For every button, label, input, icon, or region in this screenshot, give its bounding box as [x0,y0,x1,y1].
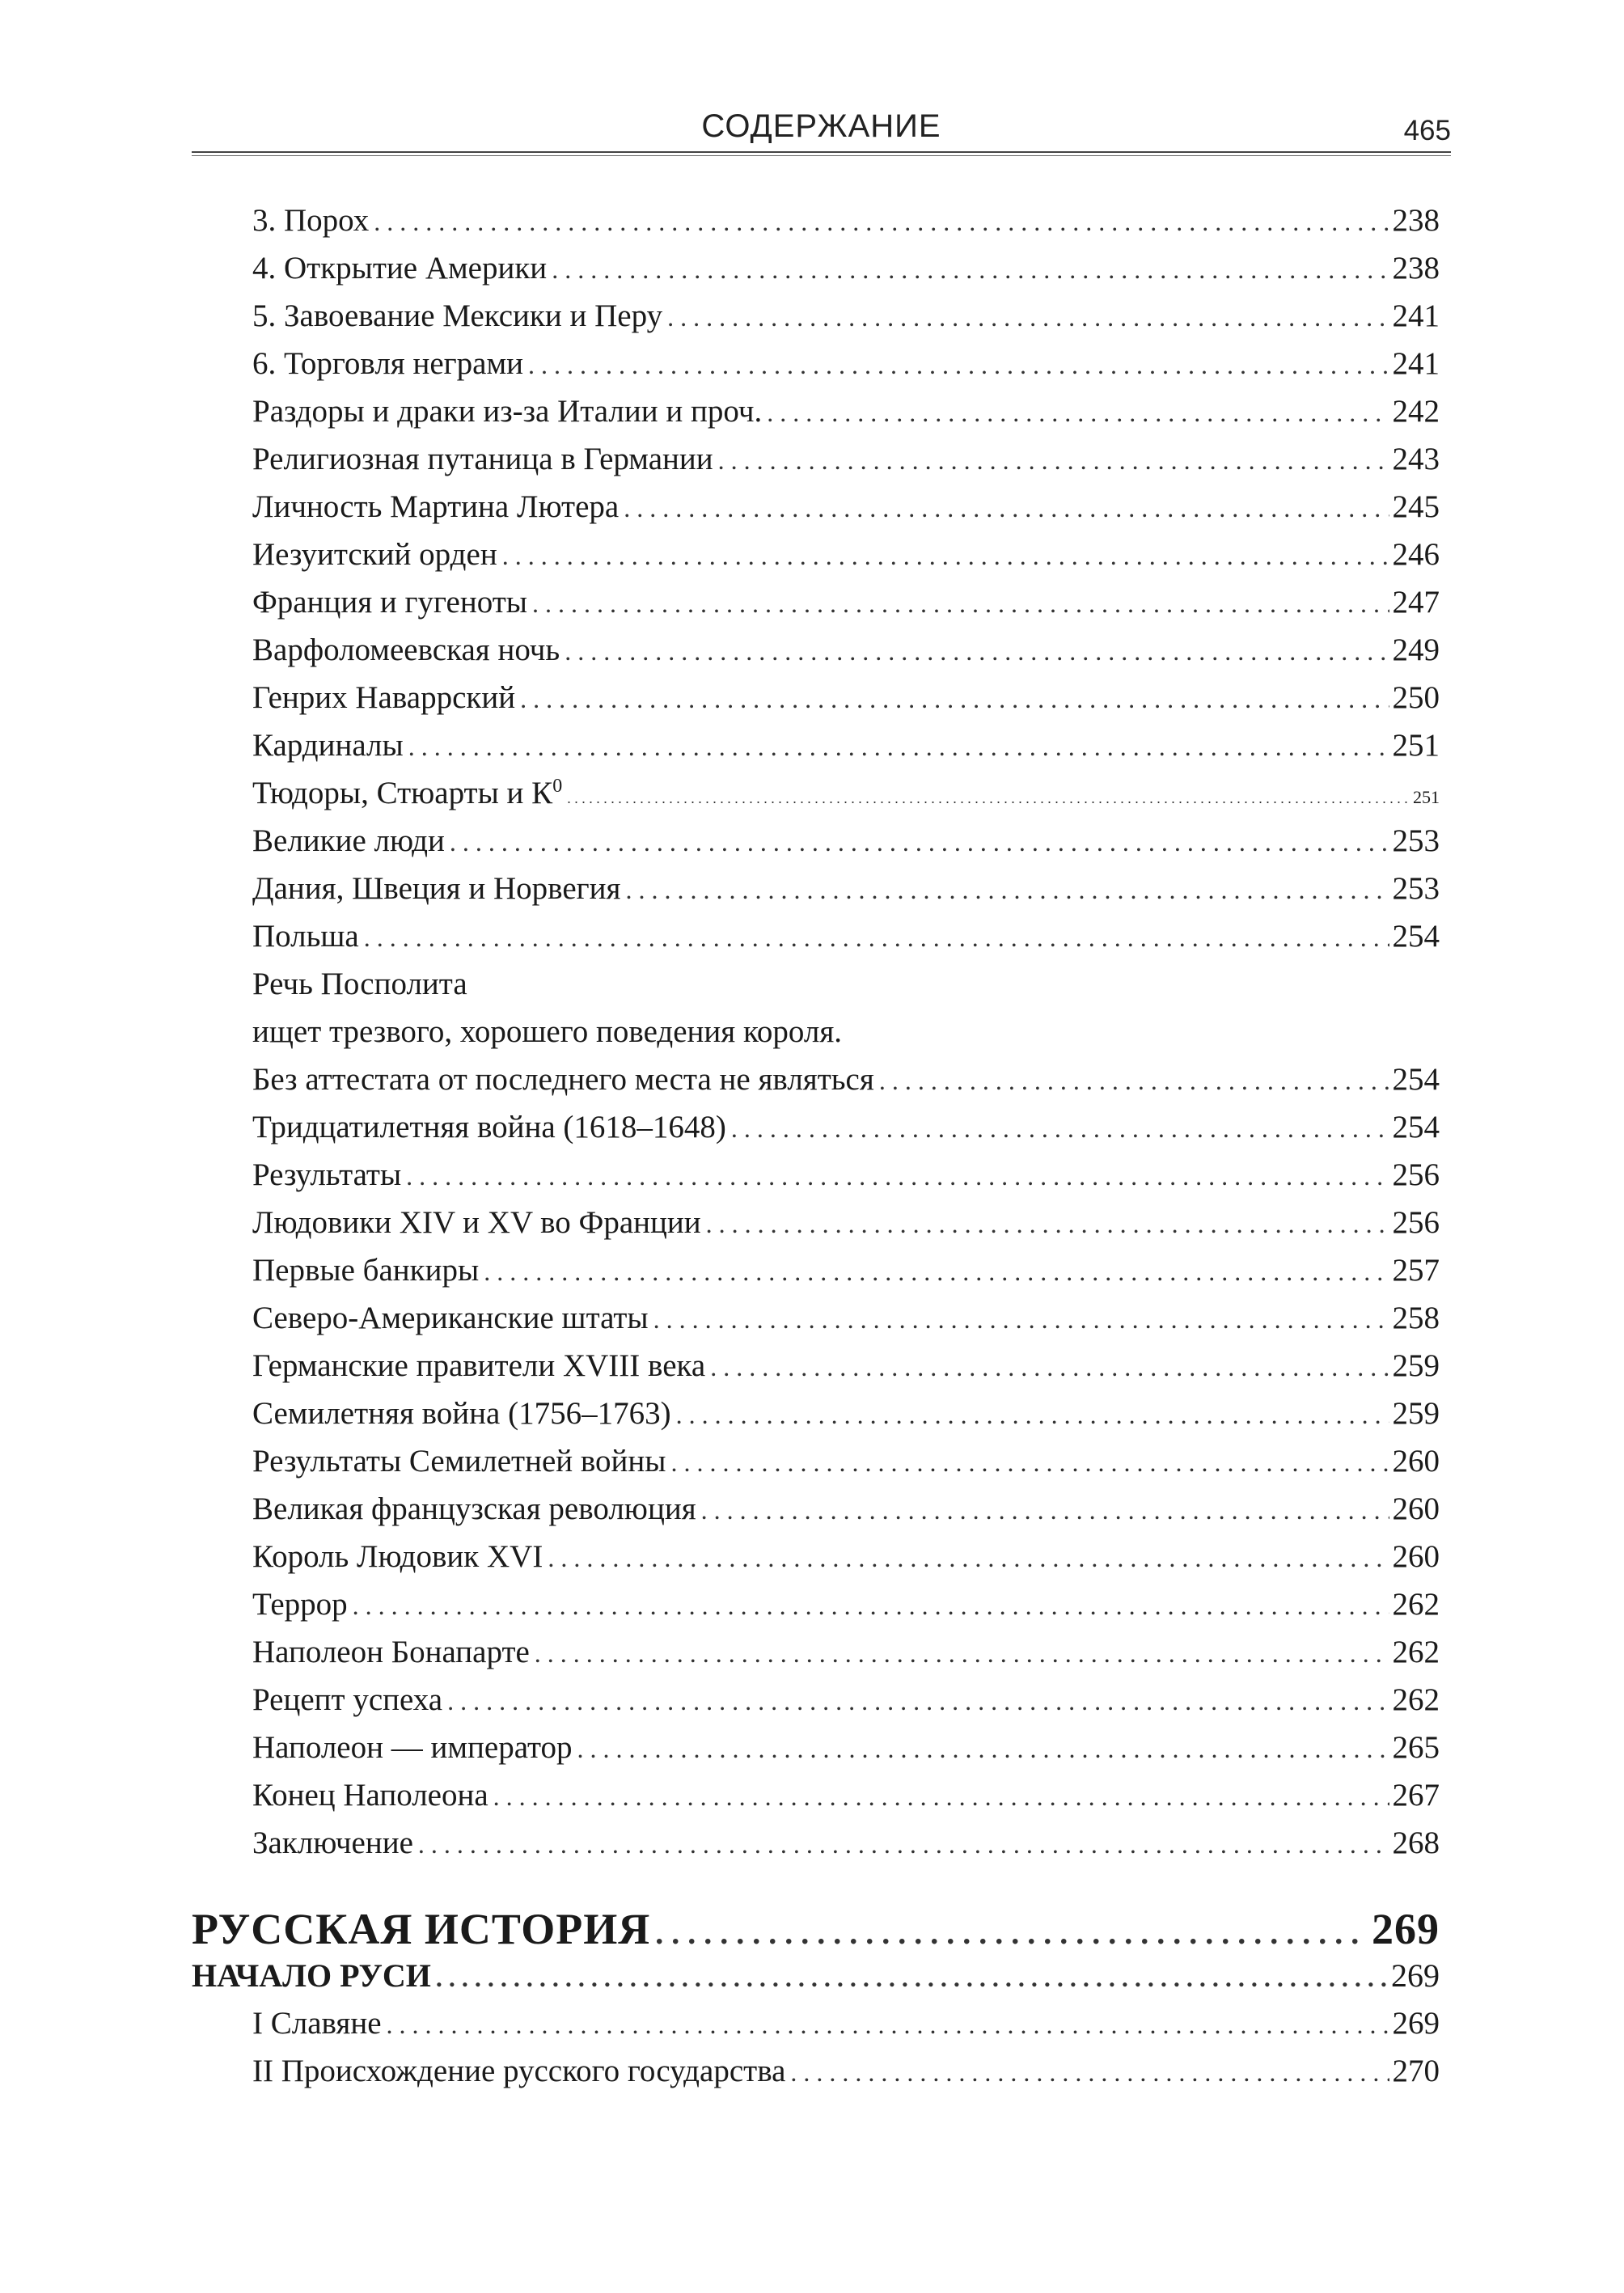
toc-entry-continued[interactable] [252,962,1440,1007]
toc-entry[interactable] [252,294,1440,339]
toc-entry-title: Наполеон — император [252,1730,573,1765]
dot-leader [535,1631,1389,1676]
toc-entry-title: Людовики XIV и XV во Франции [252,1205,701,1240]
dot-leader [667,294,1389,340]
running-title: СОДЕРЖАНИЕ [701,108,941,144]
dot-leader [624,485,1389,531]
toc-entry-page: 241 [1392,346,1440,381]
toc-entry-page: 253 [1392,823,1440,858]
toc-entry[interactable] [252,771,1440,816]
dot-leader [710,1344,1389,1390]
toc-entry-title: Король Людовик XVI [252,1539,543,1574]
toc-entry-title: Польша [252,919,359,954]
toc-entry-title: Террор [252,1587,348,1622]
dot-leader [364,915,1389,960]
toc-part-title: РУССКАЯ ИСТОРИЯ [192,1905,651,1953]
toc-entry[interactable] [252,628,1440,673]
toc-entry[interactable] [252,1773,1440,1818]
toc-entry-page: 241 [1392,298,1440,333]
toc-entry-page: 256 [1392,1205,1440,1240]
toc-entry[interactable] [252,1153,1440,1198]
toc-entry-page: 260 [1392,1491,1440,1526]
toc-entry-page: 254 [1392,1110,1440,1144]
toc-entry-continued[interactable] [252,1009,1440,1055]
toc-entry[interactable] [252,580,1440,625]
toc-entry[interactable] [252,2049,1440,2094]
dot-leader [528,342,1389,387]
toc-part-heading[interactable] [192,1901,1440,1957]
toc-entry-title [252,771,562,816]
dot-leader [567,776,1410,821]
dot-leader [548,1535,1389,1580]
toc-entry[interactable] [252,1630,1440,1675]
toc-entry-title-text: Тюдоры, Стюарты и К [252,776,553,810]
dot-leader [418,1821,1389,1867]
toc-entry[interactable] [252,1057,1440,1102]
dot-leader [520,676,1389,721]
toc-entry[interactable] [252,389,1440,434]
dot-leader [718,438,1389,483]
toc-entry-page: 270 [1392,2054,1440,2088]
dot-leader [532,581,1389,626]
toc-entry[interactable] [252,532,1440,577]
toc-entry-title: II Происхождение русского государства [252,2054,786,2088]
header-rule [192,151,1451,156]
toc-entry[interactable] [252,914,1440,959]
toc-entry-page: 251 [1413,787,1440,807]
toc-entry-page: 243 [1392,442,1440,476]
toc-entry-page: 262 [1392,1682,1440,1717]
toc-entry-page: 259 [1392,1396,1440,1431]
toc-entry-page: 256 [1392,1157,1440,1192]
toc-entry-page: 265 [1392,1730,1440,1765]
toc-entry-page: 269 [1392,2006,1440,2041]
running-head [192,104,1451,152]
toc-entry[interactable] [252,198,1440,243]
dot-leader [450,819,1389,865]
dot-leader [670,1440,1389,1485]
toc-entry-page: 245 [1392,489,1440,524]
toc-entry-title: Иезуитский орден [252,537,497,572]
page-number: 465 [1403,115,1451,146]
toc-entry-page: 262 [1392,1635,1440,1669]
toc-entry-page: 247 [1392,585,1440,620]
toc-entry[interactable] [252,1725,1440,1771]
toc-entry-title: Без аттестата от последнего места не являться [252,1062,874,1097]
toc-entry-title: I Славяне [252,2006,382,2041]
toc-entry-title: Варфоломеевская ночь [252,632,560,667]
toc-entry[interactable] [252,1677,1440,1723]
toc-entry-title: Личность Мартина Лютера [252,489,620,524]
toc-entry-title: 4. Открытие Америки [252,251,548,286]
toc-entry-title: Речь Посполита [252,967,467,1001]
toc-entry[interactable] [252,819,1440,864]
toc-entry-title: Результаты Семилетней войны [252,1444,666,1479]
toc-chapter-heading[interactable] [192,1953,1440,1999]
toc-entry-page: 242 [1392,394,1440,429]
toc-entry-title: ищет трезвого, хорошего поведения короля. [252,1014,843,1049]
dot-leader [676,1392,1389,1437]
toc-entry-page: 238 [1392,203,1440,238]
dot-leader [552,247,1389,292]
toc-entry[interactable] [252,866,1440,912]
toc-entry[interactable] [252,675,1440,721]
toc-entry[interactable] [252,1821,1440,1866]
toc-entry-title: Результаты [252,1157,402,1192]
toc-entry-page: 250 [1392,680,1440,715]
toc-entry-title: 5. Завоевание Мексики и Перу [252,298,663,333]
toc-entry[interactable] [252,341,1440,387]
toc-entry[interactable] [252,2001,1440,2046]
toc-entry-page: 262 [1392,1587,1440,1622]
toc-entry-page: 258 [1392,1301,1440,1335]
dot-leader [493,1774,1389,1819]
dot-leader [374,199,1389,244]
toc-entry-title: Дания, Швеция и Норвегия [252,871,621,906]
toc-entry-title: Заключение [252,1826,413,1860]
toc-entry-page: 246 [1392,537,1440,572]
dot-leader [706,1201,1389,1246]
toc-entry[interactable] [252,723,1440,768]
toc-entry[interactable] [252,437,1440,482]
dot-leader [502,533,1389,578]
dot-leader [406,1153,1389,1199]
dot-leader [625,867,1389,912]
toc-entry-title: Религиозная путаница в Германии [252,442,713,476]
superscript: 0 [552,776,563,797]
toc-entry-page: 260 [1392,1539,1440,1574]
dot-leader [447,1678,1389,1724]
toc-entry-title: Тридцатилетняя война (1618–1648) [252,1110,726,1144]
toc-entry-title: Первые банкиры [252,1253,480,1288]
toc-entry-title: Наполеон Бонапарте [252,1635,530,1669]
toc-entry-page: 254 [1392,1062,1440,1097]
toc-entry[interactable] [252,1343,1440,1389]
toc-entry[interactable] [252,246,1440,291]
toc-entry-title: Кардиналы [252,728,404,763]
toc-entry[interactable] [252,1582,1440,1627]
toc-entry[interactable] [252,1534,1440,1580]
toc-entry-title: Великие люди [252,823,445,858]
toc-entry[interactable] [252,484,1440,530]
toc-entry-title: Великая французская революция [252,1491,696,1526]
dot-leader [577,1726,1389,1771]
toc-entry-title: Франция и гугеноты [252,585,527,620]
toc-entry-page: 267 [1392,1778,1440,1813]
toc-entry[interactable] [252,1248,1440,1293]
toc-entry-title: Генрих Наваррский [252,680,516,715]
toc-part-page: 269 [1372,1905,1440,1953]
toc-entry[interactable] [252,1296,1440,1341]
toc-entry-title: Конец Наполеона [252,1778,488,1813]
toc-entry-title: 3. Порох [252,203,370,238]
dot-leader [790,2050,1389,2095]
dot-leader [731,1106,1389,1151]
toc-entry-page: 268 [1392,1826,1440,1860]
toc-entry-title: Рецепт успеха [252,1682,443,1717]
toc-entry-page: 254 [1392,919,1440,954]
toc-entry-title: Германские правители XVIII века [252,1348,706,1383]
toc-entry-title: 6. Торговля неграми [252,346,524,381]
toc-chapter-page: 269 [1391,1957,1440,1994]
dot-leader [387,2002,1389,2047]
toc-entry[interactable] [252,1439,1440,1484]
toc-entry-title: Семилетняя война (1756–1763) [252,1396,671,1431]
dot-leader [879,1058,1389,1103]
toc-entry[interactable] [252,1200,1440,1246]
toc-entry[interactable] [252,1105,1440,1150]
toc-entry[interactable] [252,1391,1440,1436]
dot-leader [408,724,1389,769]
toc-entry-title: Раздоры и драки из-за Италии и проч. [252,394,763,429]
toc-entry-page: 251 [1392,728,1440,763]
dot-leader [565,628,1389,674]
dot-leader [436,1955,1388,2000]
dot-leader [653,1297,1389,1342]
toc-entry-page: 253 [1392,871,1440,906]
dot-leader [484,1249,1389,1294]
dot-leader [767,390,1389,435]
toc-entry-title: Северо-Американские штаты [252,1301,649,1335]
toc-entry-page: 238 [1392,251,1440,286]
dot-leader [701,1487,1389,1533]
toc-entry-page: 249 [1392,632,1440,667]
toc-entry-page: 259 [1392,1348,1440,1383]
dot-leader [353,1583,1389,1628]
toc-entry-page: 260 [1392,1444,1440,1479]
toc-chapter-title: НАЧАЛО РУСИ [192,1957,431,1994]
toc-entry-page: 257 [1392,1253,1440,1288]
toc-entry[interactable] [252,1487,1440,1532]
